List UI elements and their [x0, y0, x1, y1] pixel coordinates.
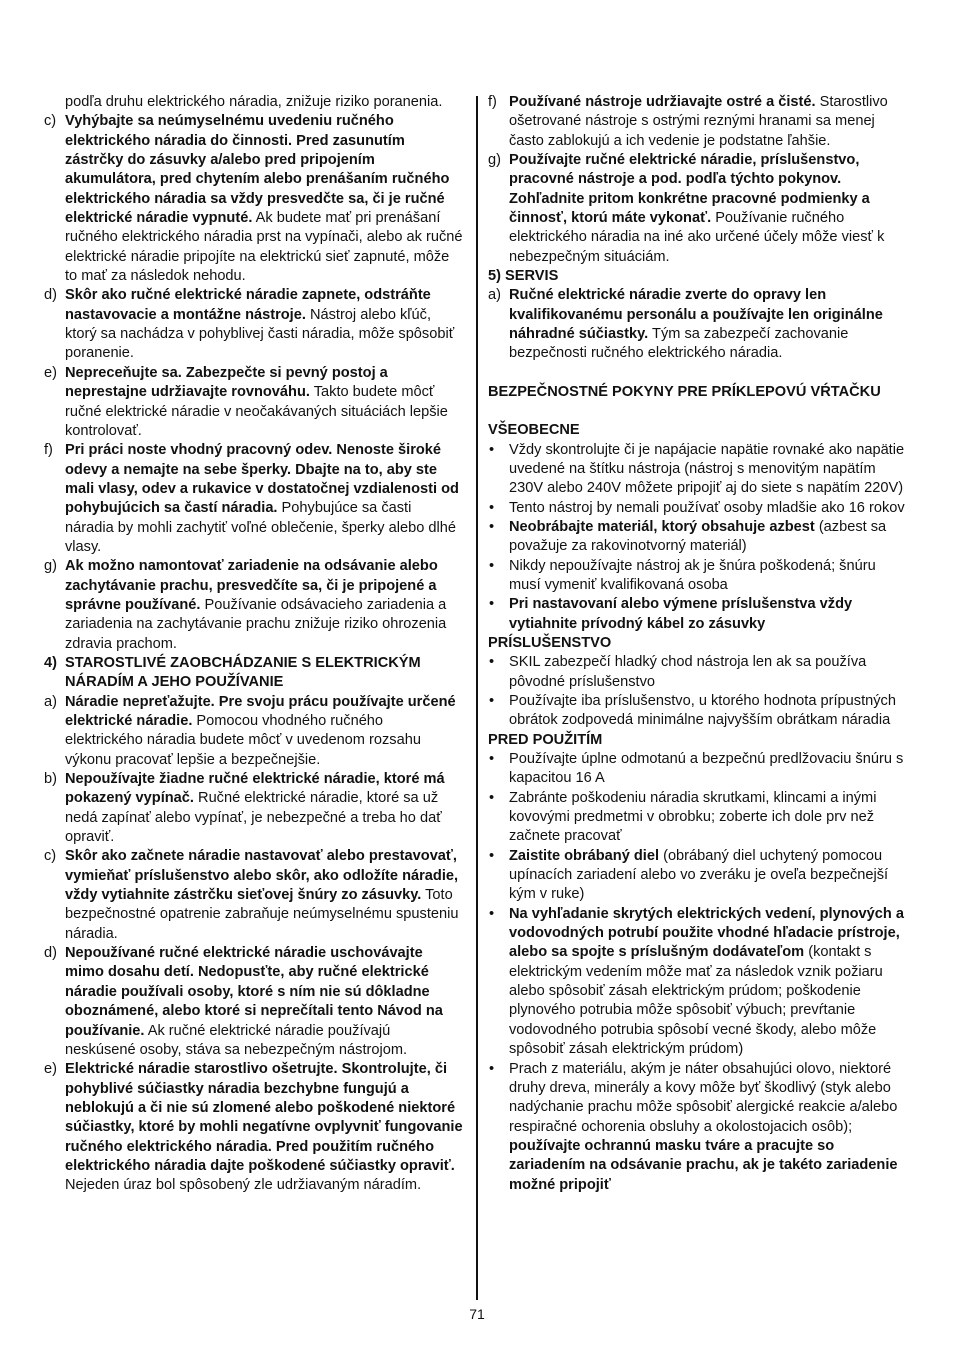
item-label: e) — [44, 364, 57, 381]
bullet-icon: • — [489, 905, 495, 922]
main-heading: BEZPEČNOSTNÉ POKYNY PRE PRÍKLEPOVÚ VŔTAČKU — [488, 383, 881, 400]
bullet-text: (obrábaný diel uchytený pomocou upínacích zariadení alebo vo zveráku je oveľa bezpečnejší kým v ruke) — [509, 847, 889, 903]
bullet-text: (azbest sa považuje za rakovinotvorný materiál) — [509, 518, 887, 555]
section-4-item-a — [44, 693, 464, 770]
page-number: 71 — [469, 1306, 485, 1322]
item-text: Pohybujúce sa časti náradia by mohli zachytiť voľné oblečenie, šperky alebo dlhé vlasy. — [65, 500, 457, 555]
accessories-bullet-list — [488, 653, 910, 730]
bullet-item — [488, 905, 910, 1060]
item-bold-text: Nepoužívané ručné elektrické náradie uschovávajte mimo dosahu detí. Nedopusťte, aby ručné elektrické náradie používali osoby, ktoré s ním nie sú dôkladne oboznámené, alebo ktoré si neprečítali tento Návod na používanie. — [65, 945, 443, 1039]
column-divider — [476, 96, 478, 1300]
bullet-item — [488, 557, 910, 596]
bullet-item — [488, 847, 910, 905]
section-title: SERVIS — [505, 268, 559, 285]
item-bold-text: Náradie nepreťažujte. Pre svoju prácu používajte určené elektrické náradie. — [65, 693, 456, 729]
item-bold-text: Používané nástroje udržiavajte ostré a čisté. — [509, 94, 816, 110]
item-text: Nejeden úraz bol spôsobený zle udržiavaným náradím. — [65, 1177, 422, 1194]
instruction-item-e — [44, 364, 464, 441]
item-text: Používanie odsávacieho zariadenia a zariadenia na zachytávanie prachu znižuje riziko ohrozenia zdravia prachom. — [65, 596, 447, 652]
bullet-icon: • — [489, 596, 495, 613]
bullet-icon: • — [489, 654, 495, 671]
instruction-item-c — [44, 112, 464, 286]
item-label: c) — [44, 848, 57, 865]
bullet-icon: • — [489, 789, 495, 806]
bullet-text: SKIL zabezpečí hladký chod nástroja len ak sa používa pôvodné príslušenstvo — [509, 654, 867, 690]
item-text: Ručné elektrické náradie, ktoré sa už nedá zapínať alebo vypínať, je nebezpečné a treba ho dať opraviť. — [65, 790, 442, 846]
section-4-item-b — [44, 770, 464, 847]
bullet-item — [488, 499, 910, 518]
item-label: g) — [44, 558, 57, 575]
section-4-item-d — [44, 944, 464, 1060]
section-4-item-g — [488, 151, 910, 267]
item-bold-text: Používajte ručné elektrické náradie, príslušenstvo, pracovné nástroje a pod. podľa týchto pokynov. Zohľadnite pritom konkrétne pracovné podmienky a činnosť, ktorú máte vykonať. — [509, 152, 870, 227]
bullet-item — [488, 441, 910, 499]
bullet-item — [488, 518, 910, 557]
instruction-item-d — [44, 286, 464, 363]
bullet-text: Prach z materiálu, akým je náter obsahujúci olovo, niektoré druhy dreva, minerály a kovy môže byť škodlivý (styk alebo nadýchanie prachu môže spôsobiť alergické reakcie a/alebo respiračné ochorenia obsluhy a okolostojacich osôb); — [509, 1060, 898, 1135]
item-text: Takto budete môcť ručné elektrické náradie v neočakávaných situáciách lepšie kontrolovať. — [65, 384, 448, 439]
bullet-text: Zabránte poškodeniu náradia skrutkami, klincami a inými kovovými predmetmi v obrobku; zoberte ich dole prv než začnete pracovať — [509, 789, 877, 845]
item-bold-text: Skôr ako začnete náradie nastavovať alebo prestavovať, vymieňať príslušenstvo alebo skôr, ako odložíte náradie, vždy vytiahnite zástrčku sieťovej šnúry zo zásuvky. — [65, 848, 459, 904]
bullet-icon: • — [489, 499, 495, 516]
bullet-text: (kontakt s elektrickým vedením môže mať za následok vznik požiaru alebo spôsobiť zásah elektrickým prúdom; poškodenie plynového potrubia môže spôsobiť výbuch; prevŕtanie vodovodného potrubia spôsobí vecné škody, alebo môže spôsobiť zásah elektrickým prúdom) — [509, 944, 883, 1058]
bullet-bold-text: Pri nastavovaní alebo výmene príslušenstva vždy vytiahnite prívodný kábel zo zásuvky — [509, 596, 853, 632]
item-bold-text: Ručné elektrické náradie zverte do opravy len kvalifikovanému personálu a používajte len originálne náhradné súčiastky. — [509, 287, 883, 343]
bullet-text: Používajte úplne odmotanú a bezpečnú predlžovaciu šnúru s kapacitou 16 A — [509, 751, 904, 787]
section-title: STAROSTLIVÉ ZAOBCHÁDZANIE S ELEKTRICKÝM NÁRADÍM A JEHO POUŽÍVANIE — [65, 654, 421, 691]
bullet-text: Nikdy nepoužívajte nástroj ak je šnúra poškodená; šnúru musí vymeniť kvalifikovaná osoba — [509, 557, 876, 593]
bullet-icon: • — [489, 557, 495, 574]
section-4-heading — [44, 654, 464, 693]
item-bold-text: Nepoužívajte žiadne ručné elektrické náradie, ktoré má pokazený vypínač. — [65, 771, 445, 807]
bullet-text: Používajte iba príslušenstvo, u ktorého hodnota prípustných obrátok zodpovedá minimálne najvyšším obrátkam náradia — [509, 692, 896, 729]
left-column — [44, 93, 464, 1196]
bullet-icon: • — [489, 518, 495, 535]
bullet-icon: • — [489, 441, 495, 458]
bullet-text: Vždy skontrolujte či je napájacie napätie rovnaké ako napätie uvedené na štítku nástroja (nástroj s menovitým napätím 230V alebo 240V môžete pripojiť aj do siete s napätím 220V) — [509, 441, 905, 497]
general-heading: VŠEOBECNE — [488, 422, 580, 439]
item-bold-text: Nepreceňujte sa. Zabezpečte si pevný postoj a neprestajne udržiavajte rovnováhu. — [65, 364, 388, 401]
section-5-item-a — [488, 286, 910, 363]
instruction-item-g — [44, 557, 464, 654]
item-label: b) — [44, 771, 57, 788]
item-bold-text: Skôr ako ručné elektrické náradie zapnete, odstráňte nastavovacie a montážne nástroje. — [65, 287, 431, 323]
item-bold-text: Ak možno namontovať zariadenie na odsávanie alebo zachytávanie prachu, presvedčíte sa, či je pripojené a správne používané. — [65, 558, 438, 613]
bullet-icon: • — [489, 1060, 495, 1077]
item-text: Starostlivo ošetrované nástroje s ostrými reznými hranami sa menej často zablokujú a ich vedenie je podstatne ľahšie. — [509, 94, 888, 149]
item-label: a) — [44, 693, 57, 710]
bullet-bold-tail: používajte ochrannú masku tváre a pracujte so zariadením na odsávanie prachu, ak je takéto zariadenie možné pripojiť — [509, 1137, 898, 1193]
section-4-item-f — [488, 93, 910, 151]
item-label: a) — [488, 287, 501, 304]
bullet-item — [488, 1060, 910, 1195]
item-text: Toto bezpečnostné opatrenie zabraňuje neúmyselnému spusteniu náradia. — [65, 887, 459, 942]
bullet-bold-text: Zaistite obrábaný diel — [509, 847, 660, 864]
item-text: Ak ručné elektrické náradie používajú neskúsené osoby, stáva sa nebezpečným nástrojom. — [65, 1022, 408, 1058]
item-label: g) — [488, 152, 501, 169]
item-text: Tým sa zabezpečí zachovanie bezpečnosti ručného elektrického náradia. — [509, 326, 849, 362]
item-bold-text: Pri práci noste vhodný pracovný odev. Nenoste široké odevy a nemajte na sebe šperky. Dbajte na to, aby ste mali vlasy, odev a rukavice v dostatočnej vzdialenosti od pohybujúcich sa častí náradia. — [65, 442, 459, 517]
section-number: 4) — [44, 654, 57, 671]
bullet-text: Tento nástroj by nemali používať osoby mladšie ako 16 rokov — [509, 499, 905, 516]
continuation-text: podľa druhu elektrického náradia, znižuje riziko poranenia. — [65, 94, 443, 110]
item-text: Ak budete mať pri prenášaní ručného elektrického náradia prst na vypínači, alebo ak ručné elektrické náradie pripojíte na elektrickú sieť zapnuté, môže to mať za následok nehodu. — [65, 210, 463, 285]
bullet-item — [488, 692, 910, 731]
right-column — [488, 93, 910, 1195]
bullet-icon: • — [489, 692, 495, 709]
item-label: c) — [44, 113, 57, 130]
item-label: e) — [44, 1061, 57, 1078]
bullet-bold-text: Na vyhľadanie skrytých elektrických vedení, plynových a vodovodných potrubí použite vhodné hľadacie prístroje, alebo sa spojte s príslušným dodávateľom — [509, 905, 904, 961]
item-text: Pomocou vhodného ručného elektrického náradia budete môcť v uvedenom rozsahu výkonu pracovať lepšie a bezpečnejšie. — [65, 713, 421, 768]
bullet-icon: • — [489, 751, 495, 767]
item-label: f) — [488, 94, 497, 110]
before-use-heading: PRED POUŽITÍM — [488, 731, 603, 748]
item-label: d) — [44, 945, 57, 962]
bullet-item — [488, 595, 910, 634]
instruction-item-f — [44, 441, 464, 557]
section-4-item-e — [44, 1060, 464, 1195]
item-text: Používanie ručného elektrického náradia na iné ako určené účely môže viesť k nebezpečným situáciám. — [509, 210, 885, 265]
item-label: f) — [44, 442, 53, 459]
bullet-item — [488, 750, 910, 789]
section-5-heading — [488, 267, 910, 286]
accessories-heading: PRÍSLUŠENSTVO — [488, 634, 612, 651]
before-use-bullet-list — [488, 750, 910, 1195]
bullet-item — [488, 789, 910, 847]
item-label: d) — [44, 287, 57, 304]
bullet-bold-text: Neobrábajte materiál, ktorý obsahuje azbest — [509, 518, 815, 535]
item-bold-text: Elektrické náradie starostlivo ošetrujte. Skontrolujte, či pohyblivé súčiastky náradia bezchybne fungujú a neblokujú a či nie sú zlomené alebo poškodené niektoré súčiastky, ktoré by mohli negatívne ovplyvniť fungovanie ručného elektrického náradia. Pred použitím ručného elektrického náradia dajte poškodené súčiastky opraviť. — [65, 1061, 463, 1174]
section-4-item-c — [44, 847, 464, 944]
general-bullet-list — [488, 441, 910, 634]
bullet-item — [488, 653, 910, 692]
bullet-icon: • — [489, 847, 495, 864]
item-text: Nástroj alebo kľúč, ktorý sa nachádza v pohyblivej časti náradia, môže spôsobiť poranenie. — [65, 306, 455, 362]
spacer — [488, 364, 910, 383]
spacer — [488, 402, 910, 421]
section-number: 5) — [488, 268, 501, 285]
item-bold-text: Vyhýbajte sa neúmyselnému uvedeniu ručného elektrického náradia do činnosti. Pred zasunutím zástrčky do zásuvky a/alebo pred pripojením akumulátora, pred chytením alebo prenášaním ručného elektrického náradia sa vždy presvedčte sa, či je ručné elektrické náradie vypnuté. — [65, 113, 450, 227]
